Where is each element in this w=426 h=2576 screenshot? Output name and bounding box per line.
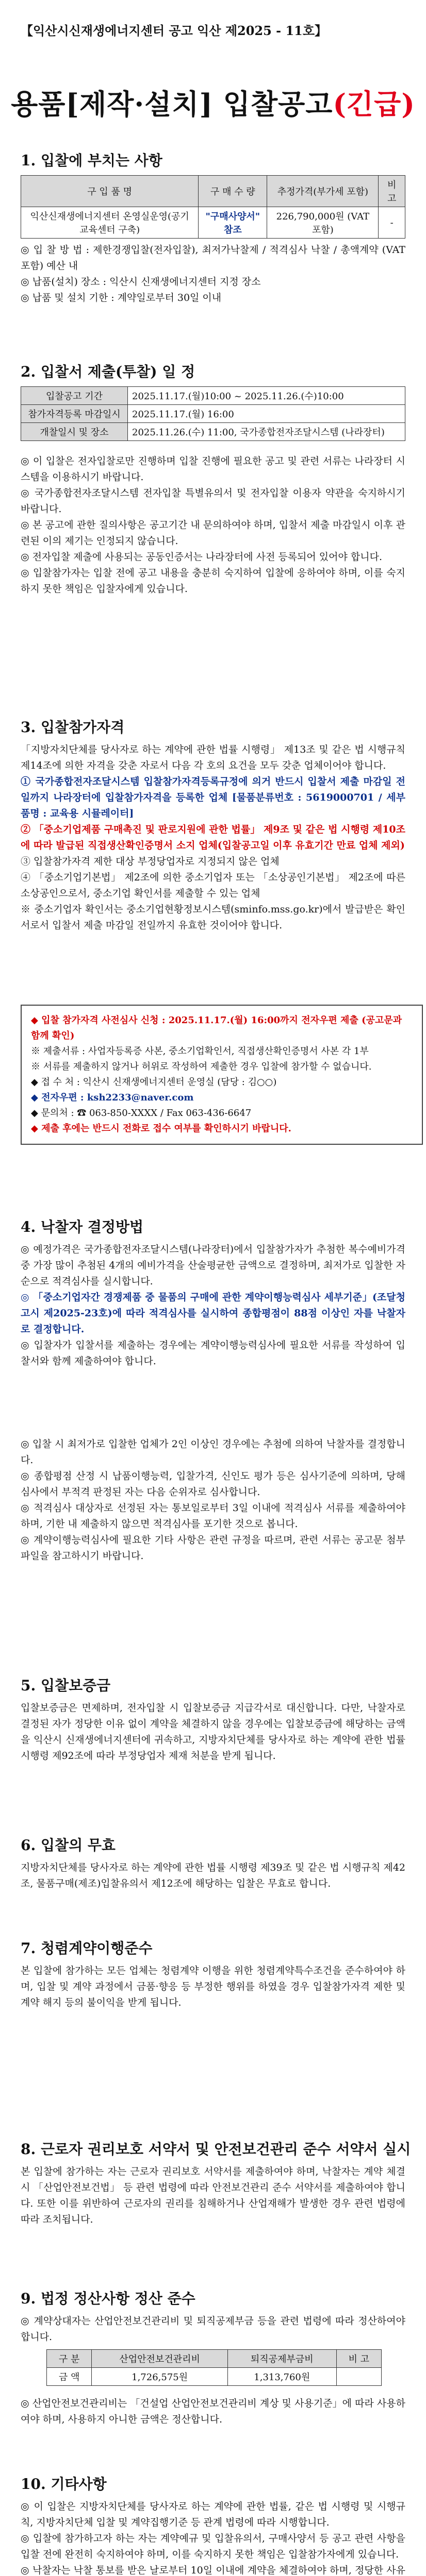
paragraph: 입찰보증금은 면제하며, 전자입찰 시 입찰보증금 지급각서로 대신합니다. 다만, 낙찰자로 결정된 자가 정당한 이유 없이 계약을 체결하지 않을 경우에는 입찰보증금에 해당하는 금액을 익산시 신재생에너지센터에 귀속하고, 지방자치단체를 당사자로 하는 계약에 관한 법률 시행령 제92조에 따라 부정당업자 제재 처분을 받게 됩니다.	[21, 1702, 405, 1761]
email-link[interactable]: ◆ 전자우편 : ksh2233@naver.com	[31, 1092, 194, 1103]
table-header: 산업안전보건관리비	[92, 2350, 228, 2368]
paragraph: ※ 중소기업자 확인서는 중소기업현황정보시스템(sminfo.mss.go.kr)에서 발급받은 확인서로서 입찰서 제출 마감일 전일까지 유효한 것이어야 합니다.	[21, 904, 405, 931]
paragraph: ◎ 낙찰자는 낙찰 통보를 받은 날로부터 10일 이내에 계약을 체결하여야 하며, 정당한 사유	[21, 2565, 405, 2576]
section-9-heading: 9. 법정 정산사항 정산 준수	[21, 2290, 195, 2307]
table-cell: "구매사양서" 참조	[199, 207, 267, 239]
section-9-notes	[21, 2396, 405, 2428]
table-header: 추정가격(부가세 포함)	[267, 176, 379, 207]
section-6-body	[21, 1860, 405, 1892]
table-cell: 226,790,000원 (VAT 포함)	[267, 207, 379, 239]
table-header: 참가자격등록 마감일시	[21, 405, 128, 423]
note: ◎ 입 찰 방 법 : 제한경쟁입찰(전자입찰), 최저가낙찰제 / 적격심사 낙찰 / 총액계약 (VAT포함) 예산 내	[21, 244, 405, 272]
section-1-notes	[21, 242, 405, 306]
settlement-table	[46, 2349, 382, 2386]
paragraph: 「지방자치단체를 당사자로 하는 계약에 관한 법률 시행령」 제13조 및 같은 법 시행규칙 제14조에 의한 자격을 갖춘 자로서 다음 각 호의 요건을 모두 갖춘 업체이어야 합니다.	[21, 744, 405, 771]
table-header: 퇴직공제부금비	[227, 2350, 336, 2368]
box-line: ◆ 입찰 참가자격 사전심사 신청 : 2025.11.17.(월) 16:00까지 전자우편 제출 (공고문과 함께 확인)	[31, 1015, 402, 1041]
section-3-heading: 3. 입찰참가자격	[21, 719, 125, 736]
note: ◎ 전자입찰 제출에 사용되는 공동인증서는 나라장터에 사전 등록되어 있어야 합니다.	[21, 551, 383, 563]
paragraph: ◎ 종합평점 산정 시 납품이행능력, 입찰가격, 신인도 평가 등은 심사기준에 의하며, 당해 심사에서 부적격 판정된 자는 다음 순위자로 심사합니다.	[21, 1470, 405, 1498]
paragraph: ◎ 예정가격은 국가종합전자조달시스템(나라장터)에서 입찰참가자가 추첨한 복수예비가격 중 가장 많이 추첨된 4개의 예비가격을 산술평균한 금액으로 결정하며, 최저가로 입찰한 자 순으로 적격심사를 실시합니다.	[21, 1244, 405, 1287]
section-10-body	[21, 2499, 405, 2576]
table-cell: 2025.11.17.(월) 16:00	[128, 405, 405, 423]
box-line: ◆ 접 수 처 : 익산시 신재생에너지센터 운영실 (담당 : 김○○)	[31, 1077, 277, 1088]
table-header: 구 분	[47, 2350, 92, 2368]
note: ◎ 납품 및 설치 기한 : 계약일로부터 30일 이내	[21, 292, 222, 303]
paragraph: 본 입찰에 참가하는 자는 근로자 권리보호 서약서를 제출하여야 하며, 낙찰자는 계약 체결 시 「산업안전보건법」 등 관련 법령에 따라 안전보건관리 준수 서약서를 제출하여야 합니다. 또한 이를 위반하여 근로자의 권리를 침해하거나 산업재해가 발생한 경우 관련 법령에 따라 조치됩니다.	[21, 2166, 405, 2225]
paragraph: ◎ 계약상대자는 산업안전보건관리비 및 퇴직공제부금 등을 관련 법령에 따라 정산하여야 합니다.	[21, 2315, 405, 2343]
prequalification-box	[21, 1005, 423, 1145]
notice-number: 【익산시신재생에너지센터 공고 익산 제2025 - 11호】	[21, 23, 327, 38]
section-2-heading: 2. 입찰서 제출(투찰) 일 정	[21, 363, 195, 380]
box-line: ※ 서류를 제출하지 않거나 허위로 작성하여 제출한 경우 입찰에 참가할 수 없습니다.	[31, 1061, 372, 1072]
table-cell: 익산신재생에너지센터 온영실운영(공기 교육센터 구축)	[21, 207, 199, 239]
section-4-heading: 4. 낙찰자 결정방법	[21, 1218, 144, 1235]
box-line: ※ 제출서류 : 사업자등록증 사본, 중소기업확인서, 직접생산확인증명서 사본 각 1부	[31, 1046, 369, 1057]
paragraph: ◎ 적격심사 대상자로 선정된 자는 통보일로부터 3일 이내에 적격심사 서류를 제출하여야 하며, 기한 내 제출하지 않으면 적격심사를 포기한 것으로 봅니다.	[21, 1502, 405, 1530]
paragraph: ◎ 「중소기업자간 경쟁제품 중 물품의 구매에 관한 계약이행능력심사 세부기준」(조달청 고시 제2025-23호)에 따라 적격심사를 실시하여 종합평점이 88점 이상인 자를 낙찰자로 결정합니다.	[21, 1292, 405, 1335]
section-9-body	[21, 2313, 405, 2345]
paragraph: ③ 입찰참가자격 제한 대상 부정당업자로 지정되지 않은 업체	[21, 856, 280, 867]
title-urgent: (긴급)	[333, 88, 415, 121]
box-line: ◆ 제출 후에는 반드시 전화로 접수 여부를 확인하시기 바랍니다.	[31, 1123, 291, 1134]
note: ◎ 산업안전보건관리비는 「건설업 산업안전보건관리비 계상 및 사용기준」에 따라 사용하여야 하며, 사용하지 아니한 금액은 정산합니다.	[21, 2398, 405, 2425]
paragraph: 지방자치단체를 당사자로 하는 계약에 관한 법률 시행령 제39조 및 같은 법 시행규칙 제42조, 물품구매(제조)입찰유의서 제12조에 해당하는 입찰은 무효로 합니다.	[21, 1862, 405, 1889]
notice-title	[0, 82, 426, 122]
table-cell: 2025.11.26.(수) 11:00, 국가종합전자조달시스템 (나라장터)	[128, 423, 405, 441]
section-6-heading: 6. 입찰의 무효	[21, 1837, 116, 1854]
paragraph: ◎ 이 입찰은 지방자치단체를 당사자로 하는 계약에 관한 법률, 같은 법 시행령 및 시행규칙, 지방자치단체 입찰 및 계약집행기준 등 관계 법령에 따라 시행합니다.	[21, 2501, 405, 2528]
table-header: 비 고	[379, 176, 405, 207]
paragraph: ◎ 입찰에 참가하고자 하는 자는 계약예규 및 입찰유의서, 구매사양서 등 공고 관련 사항을 입찰 전에 완전히 숙지하여야 하며, 이를 숙지하지 못한 책임은 입찰참가자에게 있습니다.	[21, 2533, 405, 2560]
table-cell: 금 액	[47, 2368, 92, 2386]
section-1-heading: 1. 입찰에 부치는 사항	[21, 152, 162, 169]
note: ◎ 국가종합전자조달시스템 전자입찰 특별유의서 및 전자입찰 이용자 약관을 숙지하시기 바랍니다.	[21, 487, 405, 515]
table-header: 구 매 수 량	[199, 176, 267, 207]
table-cell: 1,313,760원	[227, 2368, 336, 2386]
note: ◎ 입찰참가자는 입찰 전에 공고 내용을 충분히 숙지하여 입찰에 응하여야 하며, 이를 숙지하지 못한 책임은 입찰자에게 있습니다.	[21, 567, 405, 595]
section-10-heading: 10. 기타사항	[21, 2476, 107, 2493]
section-1-table	[21, 175, 405, 239]
section-5-body	[21, 1700, 405, 1764]
section-7-heading: 7. 청렴계약이행준수	[21, 1940, 153, 1957]
table-cell: 1,726,575원	[92, 2368, 228, 2386]
paragraph: 본 입찰에 참가하는 모든 업체는 청렴계약 이행을 위한 청렴계약특수조건을 준수하여야 하며, 입찰 및 계약 과정에서 금품·향응 등 부정한 행위를 하였을 경우 입찰참가자격 제한 및 계약 해지 등의 불이익을 받게 됩니다.	[21, 1965, 405, 2008]
section-7-body	[21, 1963, 405, 2011]
note: ◎ 납품(설치) 장소 : 익산시 신재생에너지센터 지정 장소	[21, 276, 261, 287]
section-5-heading: 5. 입찰보증금	[21, 1677, 111, 1694]
box-line: ◆ 문의처 : ☎ 063-850-XXXX / Fax 063-436-6647	[31, 1108, 252, 1118]
table-header: 입찰공고 기간	[21, 387, 128, 405]
table-cell: 2025.11.17.(월)10:00 ~ 2025.11.26.(수)10:00	[128, 387, 405, 405]
paragraph: ② 「중소기업제품 구매촉진 및 판로지원에 관한 법률」 제9조 및 같은 법 시행령 제10조에 따라 발급된 직접생산확인증명서 소지 업체(입찰공고일 이후 유효기간 만료 업체 제외)	[21, 824, 405, 851]
paragraph: ◎ 입찰 시 최저가로 입찰한 업체가 2인 이상인 경우에는 추첨에 의하여 낙찰자를 결정합니다.	[21, 1438, 405, 1466]
section-3-body	[21, 742, 405, 934]
title-main: 용품[제작·설치] 입찰공고	[11, 88, 333, 121]
section-8-heading: 8. 근로자 권리보호 서약서 및 안전보건관리 준수 서약서 실시	[21, 2141, 411, 2158]
table-header: 비 고	[336, 2350, 381, 2368]
note: ◎ 본 공고에 관한 질의사항은 공고기간 내 문의하여야 하며, 입찰서 제출 마감일시 이후 관련된 이의 제기는 인정되지 않습니다.	[21, 519, 405, 547]
paragraph: ◎ 계약이행능력심사에 필요한 기타 사항은 관련 규정을 따르며, 관련 서류는 공고문 첨부파일을 참고하시기 바랍니다.	[21, 1534, 405, 1562]
table-header: 구 입 품 명	[21, 176, 199, 207]
section-4-body	[21, 1242, 405, 1564]
section-2-notes	[21, 453, 405, 597]
table-cell	[336, 2368, 381, 2386]
note: ◎ 이 입찰은 전자입찰로만 진행하며 입찰 진행에 필요한 공고 및 관련 서류는 나라장터 시스템을 이용하시기 바랍니다.	[21, 455, 405, 483]
section-8-body	[21, 2164, 405, 2228]
paragraph: ◎ 입찰자가 입찰서를 제출하는 경우에는 계약이행능력심사에 필요한 서류를 작성하여 입찰서와 함께 제출하여야 합니다.	[21, 1340, 405, 1367]
paragraph: ① 국가종합전자조달시스템 입찰참가자격등록규정에 의거 반드시 입찰서 제출 마감일 전일까지 나라장터에 입찰참가자격을 등록한 업체 [물품분류번호 : 5619000701 / 세부품명 : 교육용 시뮬레이터]	[21, 776, 405, 819]
table-header: 개찰일시 및 장소	[21, 423, 128, 441]
paragraph: ④ 「중소기업기본법」 제2조에 의한 중소기업자 또는 「소상공인기본법」 제2조에 따른 소상공인으로서, 중소기업 확인서를 제출할 수 있는 업체	[21, 872, 405, 899]
table-cell: -	[379, 207, 405, 239]
schedule-table	[21, 386, 405, 441]
